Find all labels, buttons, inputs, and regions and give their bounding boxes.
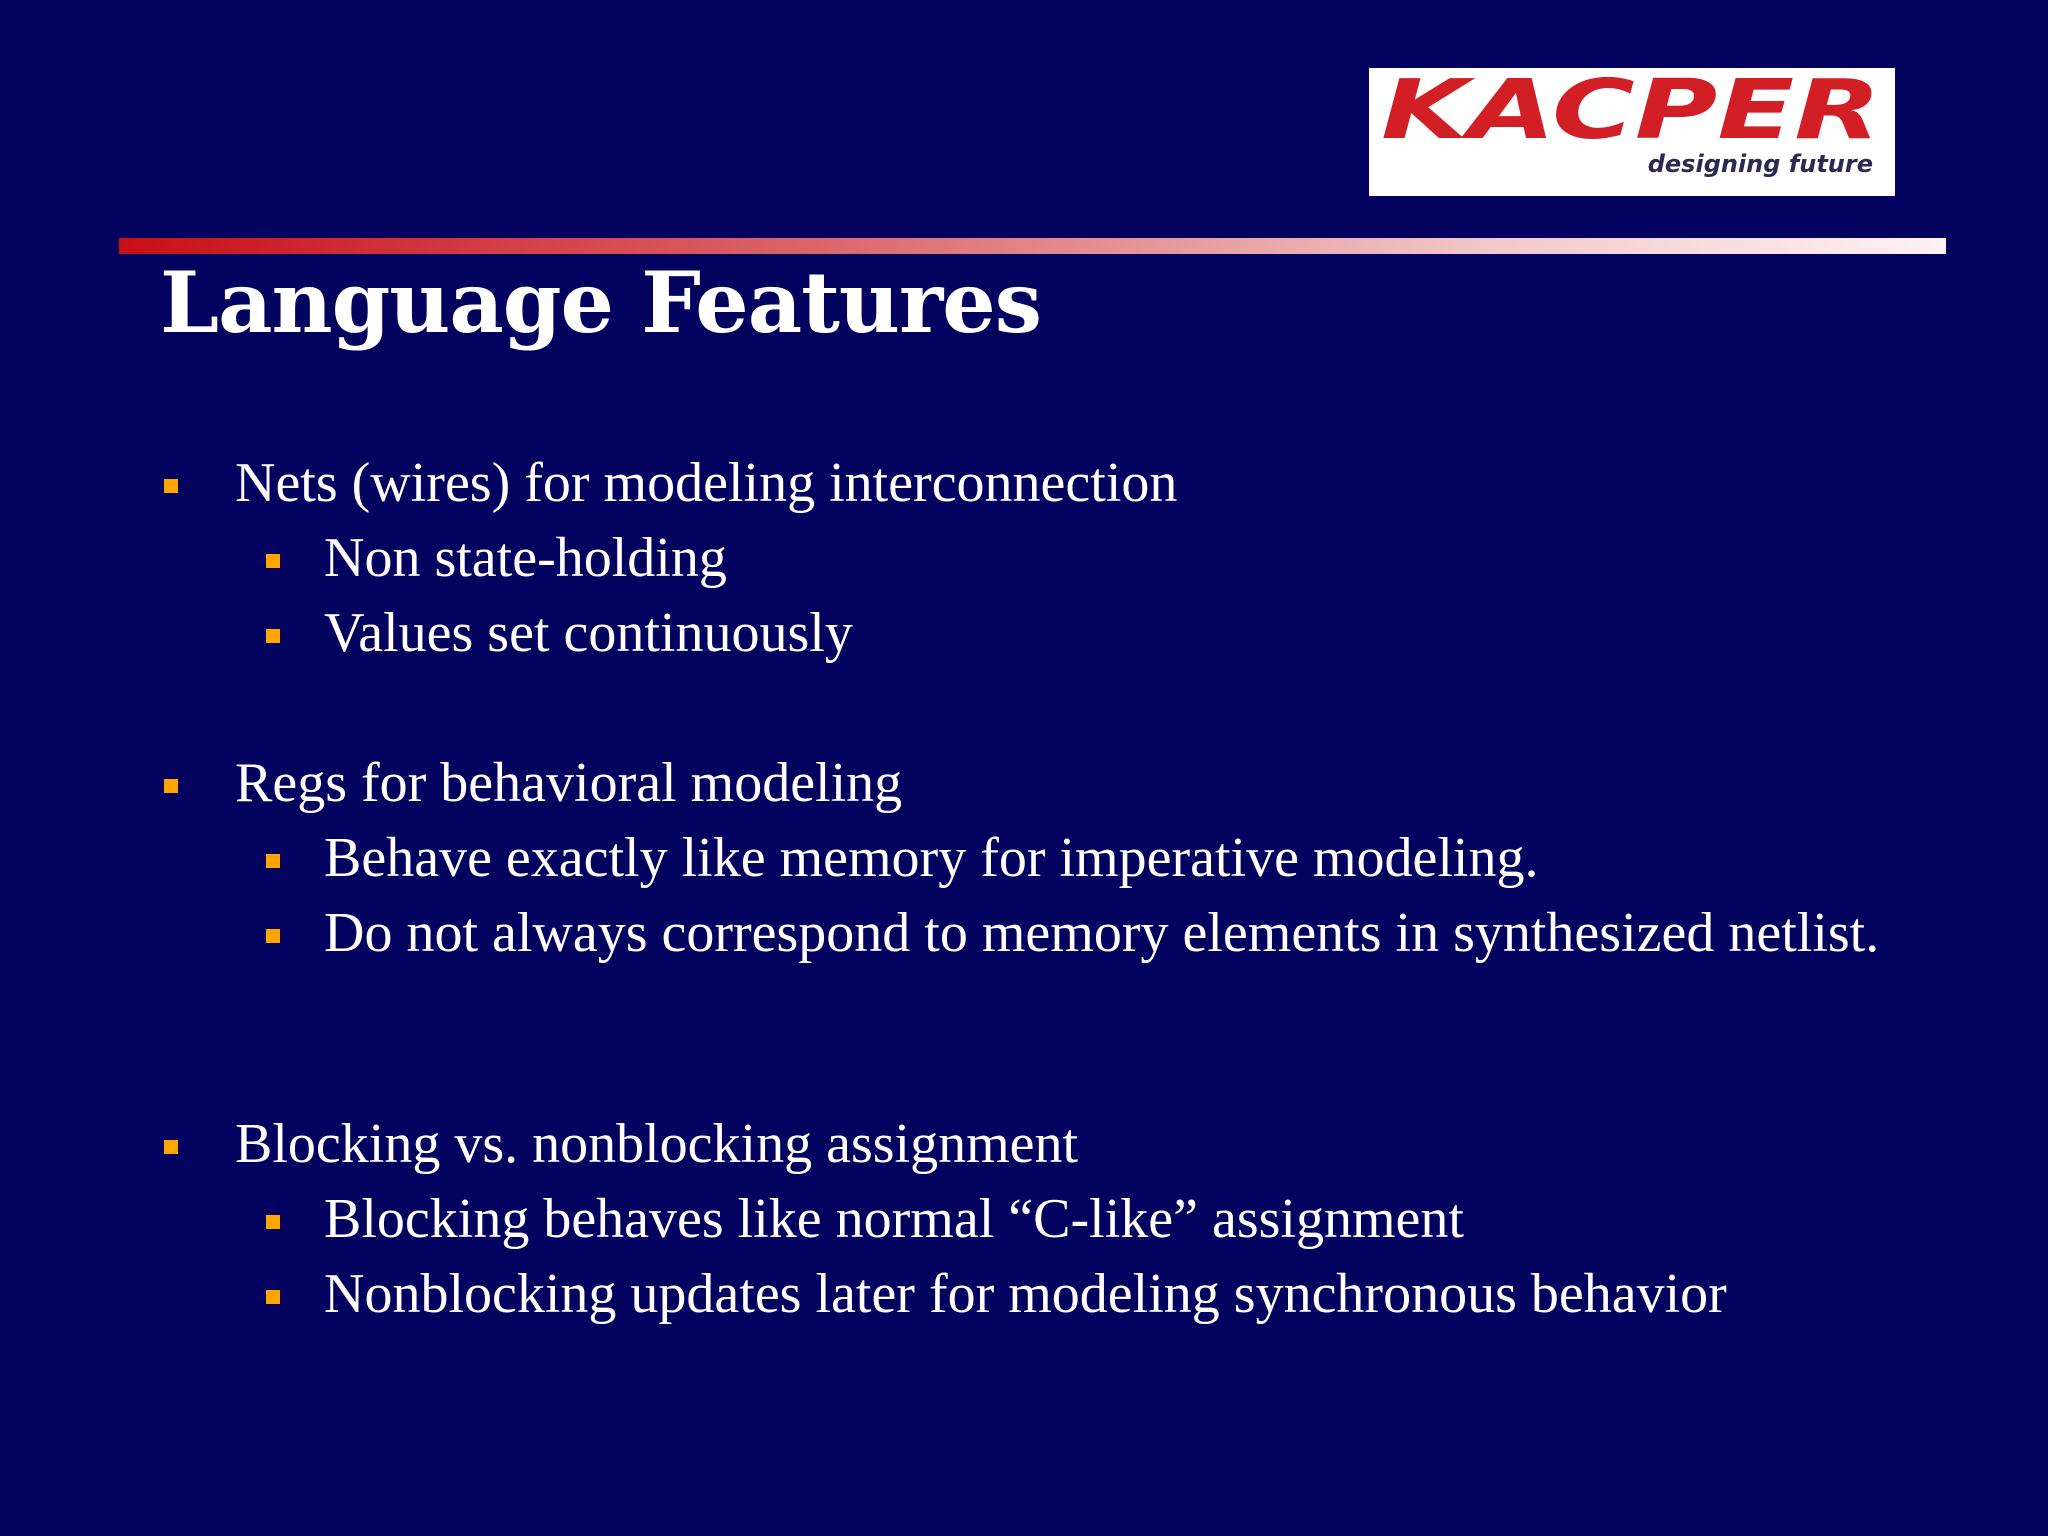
square-bullet-icon: [266, 854, 280, 868]
square-bullet-icon: [266, 1215, 280, 1229]
square-bullet-icon: [266, 929, 280, 943]
square-bullet-icon: [266, 1290, 280, 1304]
bullet-text: Values set continuously: [324, 602, 853, 664]
bullet-text: Regs for behavioral modeling: [235, 752, 903, 814]
bullet-text: Do not always correspond to memory elements in synthesized netlist.: [324, 902, 1880, 964]
bullet-text: Behave exactly like memory for imperative modeling.: [324, 827, 1539, 889]
logo-tagline: designing future: [1647, 150, 1873, 178]
sub-bullet-blocking-c-like: [324, 1188, 1464, 1250]
square-bullet-icon: [266, 629, 280, 643]
bullet-regs: [235, 752, 902, 814]
square-bullet-icon: [164, 479, 178, 493]
bullet-blocking: [235, 1113, 1078, 1175]
bullet-nets: [235, 452, 1177, 514]
bullet-text: Nets (wires) for modeling interconnection: [235, 452, 1178, 514]
square-bullet-icon: [266, 554, 280, 568]
bullet-text: Blocking behaves like normal “C-like” assignment: [324, 1188, 1464, 1250]
square-bullet-icon: [164, 779, 178, 793]
square-bullet-icon: [164, 1140, 178, 1154]
logo-wordmark: KACPER: [1381, 68, 1881, 158]
bullet-text: Blocking vs. nonblocking assignment: [235, 1113, 1079, 1175]
bullet-text: Non state-holding: [324, 527, 727, 589]
slide-title: Language Features: [160, 253, 1041, 352]
bullet-text: Nonblocking updates later for modeling synchronous behavior: [324, 1263, 1727, 1325]
sub-bullet-values-set: [324, 602, 853, 664]
sub-bullet-not-always-memory: [324, 902, 1962, 964]
sub-bullet-non-state-holding: [324, 527, 727, 589]
sub-bullet-behave-like-memory: [324, 827, 1538, 889]
sub-bullet-nonblocking-later: [324, 1263, 1727, 1325]
